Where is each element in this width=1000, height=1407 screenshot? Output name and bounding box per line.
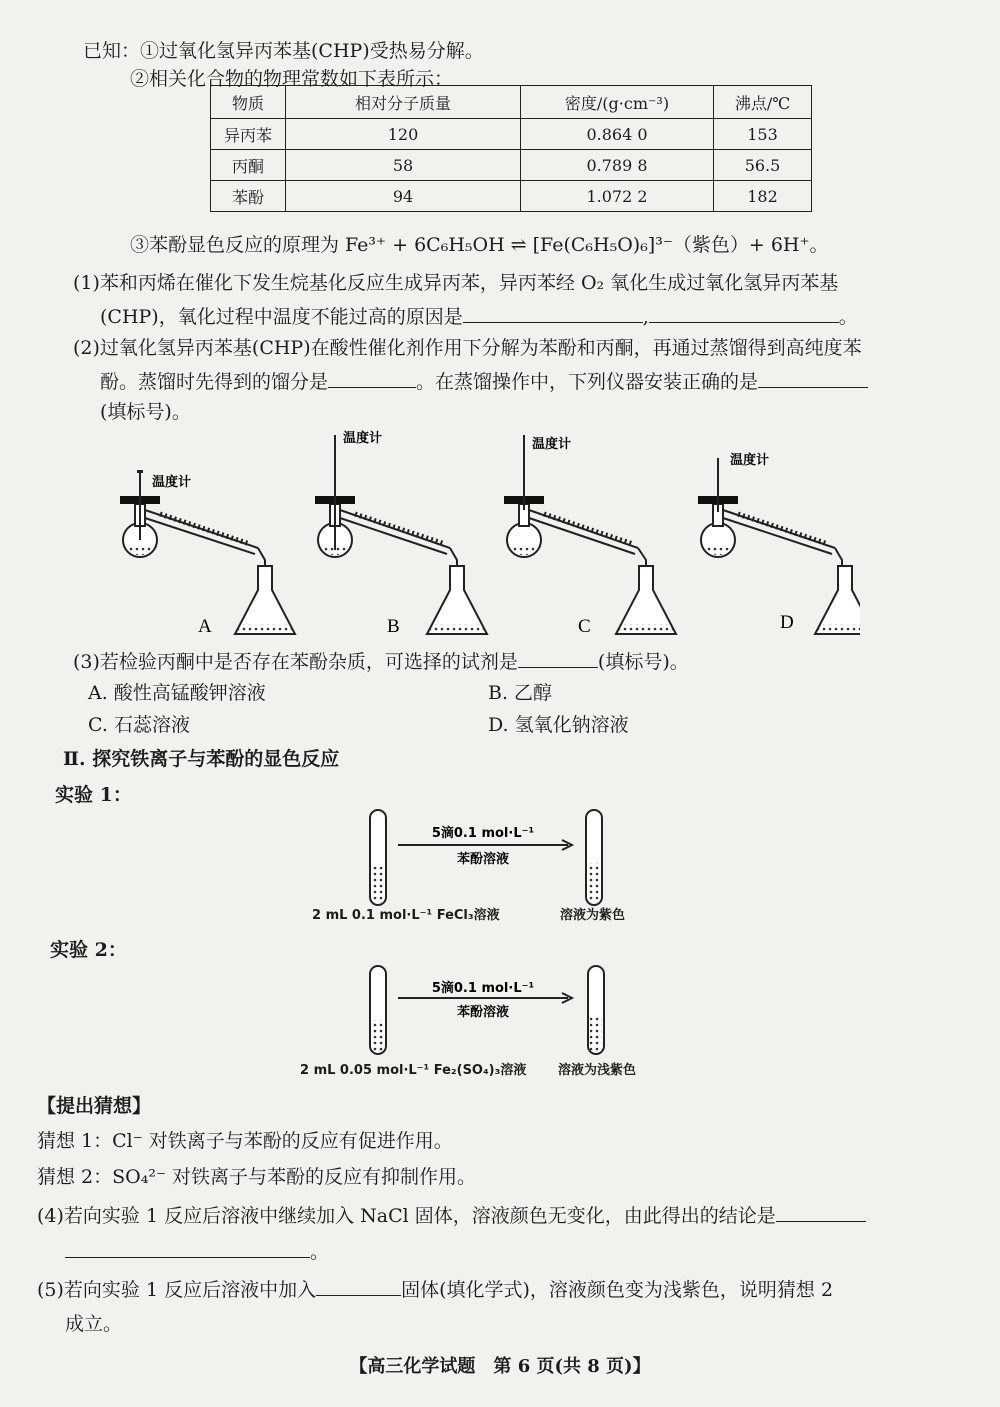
apparatus-B	[315, 430, 487, 637]
thermometer-label: 温度计	[532, 437, 572, 452]
table-cell: 58	[286, 150, 521, 181]
page-footer: 【高三化学试题 第 6 页(共 8 页)】	[349, 1356, 651, 1377]
answer-blank[interactable]	[316, 1275, 401, 1296]
q4-line-1	[37, 1201, 866, 1229]
table-cell: 153	[714, 119, 812, 150]
exp2-title: 实验 2：	[50, 939, 127, 961]
apparatus-label: A	[198, 616, 212, 637]
thermometer-label: 温度计	[730, 453, 770, 468]
q4-text: (4)若向实验 1 反应后溶液中继续加入 NaCl 固体，溶液颜色无变化，由此得出的结论是	[37, 1205, 776, 1227]
table-cell: 182	[714, 181, 812, 212]
hypothesis-title: 【提出猜想】	[37, 1095, 152, 1117]
q1-line-1: (1)苯和丙烯在催化下发生烷基化反应生成异丙苯，异丙苯经 O₂ 氧化生成过氧化氢异丙苯基	[73, 272, 839, 294]
table-header: 相对分子质量	[286, 86, 521, 119]
distillation-apparatus-diagram	[100, 430, 860, 640]
apparatus-label: C	[578, 616, 591, 637]
table-header: 密度/(g·cm⁻³)	[521, 86, 714, 119]
exp2-reagent-top: 5滴0.1 mol·L⁻¹	[431, 981, 535, 996]
q5-text-b: 固体(填化学式)，溶液颜色变为浅紫色，说明猜想 2	[401, 1279, 834, 1301]
q2-line-1: (2)过氧化氢异丙苯基(CHP)在酸性催化剂作用下分解为苯酚和丙酮，再通过蒸馏得到高纯度苯	[73, 337, 862, 359]
known-line-3: ③苯酚显色反应的原理为 Fe³⁺ + 6C₆H₅OH ⇌ [Fe(C₆H₅O)₆]³⁻（紫色）+ 6H⁺。	[130, 234, 829, 256]
exp2-left-caption: 2 mL 0.05 mol·L⁻¹ Fe₂(SO₄)₃溶液	[300, 1063, 527, 1078]
properties-table	[210, 85, 812, 212]
table-header: 沸点/℃	[714, 86, 812, 119]
table-cell: 丙酮	[211, 150, 286, 181]
q2-text-b: 。在蒸馏操作中，下列仪器安装正确的是	[416, 371, 759, 393]
q3-option-c: C. 石蕊溶液	[88, 714, 190, 736]
table-header-row	[211, 86, 812, 119]
table-row	[211, 119, 812, 150]
table-header: 物质	[211, 86, 286, 119]
apparatus-C	[504, 435, 676, 637]
q5-line-2: 成立。	[65, 1313, 123, 1335]
apparatus-label: B	[387, 616, 400, 637]
exp1-reagent-bottom: 苯酚溶液	[456, 852, 510, 867]
q5-line-1	[37, 1275, 833, 1303]
q2-text-a: 酚。蒸馏时先得到的馏分是	[100, 371, 329, 393]
q4-end: 。	[310, 1241, 330, 1263]
table-cell: 苯酚	[211, 181, 286, 212]
answer-blank[interactable]	[649, 302, 839, 323]
answer-blank[interactable]	[518, 647, 598, 668]
hypothesis-2: 猜想 2：SO₄²⁻ 对铁离子与苯酚的反应有抑制作用。	[37, 1166, 477, 1188]
q1-end: 。	[838, 306, 858, 328]
table-cell: 0.864 0	[521, 119, 714, 150]
known-line-1: 已知：①过氧化氢异丙苯基(CHP)受热易分解。	[83, 40, 484, 62]
q5-text-a: (5)若向实验 1 反应后溶液中加入	[37, 1279, 317, 1301]
table-cell: 1.072 2	[521, 181, 714, 212]
q2-line-2	[100, 367, 868, 395]
exp2-reagent-bottom: 苯酚溶液	[456, 1005, 510, 1020]
exp2-right-caption: 溶液为浅紫色	[558, 1063, 637, 1078]
thermometer-label: 温度计	[152, 475, 192, 490]
q3-text-b: (填标号)。	[597, 651, 689, 673]
q3-stem	[73, 647, 689, 675]
exp1-reagent-top: 5滴0.1 mol·L⁻¹	[431, 826, 535, 841]
q2-line-3: (填标号)。	[100, 401, 191, 423]
q1-line-2: (CHP)，氧化过程中温度不能过高的原因是 , 。	[100, 302, 858, 330]
apparatus-A	[120, 470, 295, 637]
table-row	[211, 181, 812, 212]
exp1-title: 实验 1：	[55, 784, 132, 806]
table-cell: 120	[286, 119, 521, 150]
q3-text-a: (3)若检验丙酮中是否存在苯酚杂质，可选择的试剂是	[73, 651, 518, 673]
table-cell: 56.5	[714, 150, 812, 181]
answer-blank[interactable]	[65, 1237, 310, 1258]
answer-blank[interactable]	[758, 367, 868, 388]
answer-blank[interactable]	[463, 302, 643, 323]
apparatus-D	[698, 452, 860, 634]
table-cell: 异丙苯	[211, 119, 286, 150]
exp1-left-caption: 2 mL 0.1 mol·L⁻¹ FeCl₃溶液	[312, 908, 500, 923]
q3-option-a: A. 酸性高锰酸钾溶液	[88, 682, 266, 704]
q1-text: (CHP)，氧化过程中温度不能过高的原因是	[100, 306, 463, 328]
known-line-2: ②相关化合物的物理常数如下表所示：	[130, 68, 454, 90]
hypothesis-1: 猜想 1：Cl⁻ 对铁离子与苯酚的反应有促进作用。	[37, 1130, 453, 1152]
table-cell: 94	[286, 181, 521, 212]
exp1-right-caption: 溶液为紫色	[560, 908, 626, 923]
table-row	[211, 150, 812, 181]
thermometer-label: 温度计	[343, 431, 383, 446]
q3-option-b: B. 乙醇	[488, 682, 553, 704]
part2-title: Ⅱ. 探究铁离子与苯酚的显色反应	[63, 748, 340, 770]
apparatus-label: D	[780, 612, 794, 633]
answer-blank[interactable]	[328, 367, 416, 388]
q4-line-2	[65, 1237, 329, 1265]
table-cell: 0.789 8	[521, 150, 714, 181]
q3-option-d: D. 氢氧化钠溶液	[488, 714, 629, 736]
experiment-2-diagram	[300, 962, 680, 1062]
answer-blank[interactable]	[776, 1201, 866, 1222]
